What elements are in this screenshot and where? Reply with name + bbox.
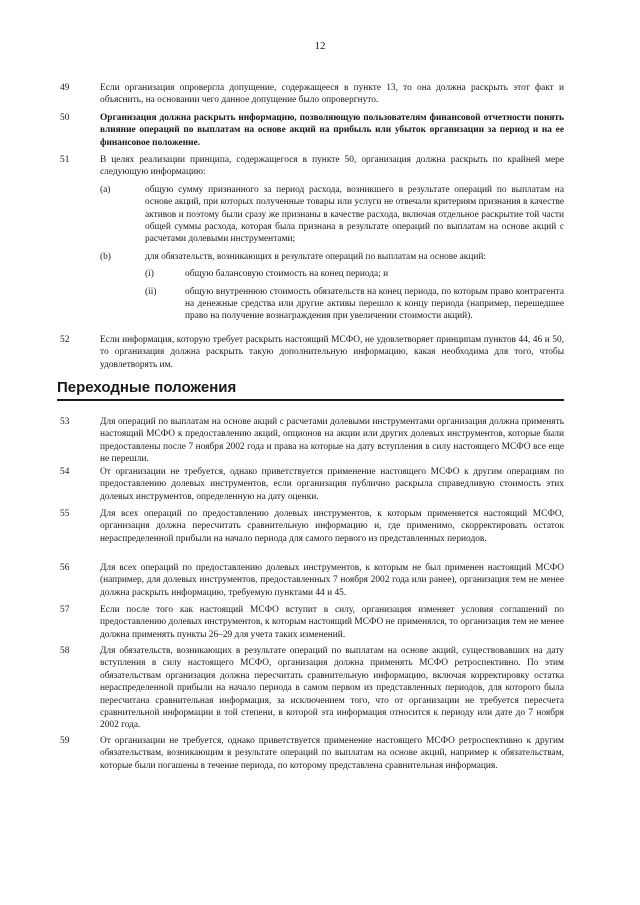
list-item-a (100, 184, 564, 246)
paragraph-58 (60, 645, 564, 732)
paragraph-number: 55 (60, 509, 70, 519)
list-item-label: (i) (145, 269, 154, 280)
paragraph-text: В целях реализации принципа, содержащегося в пункте 50, организация должна раскрыть по крайней мере следующую информацию: (100, 155, 564, 178)
paragraph-text: Для операций по выплатам на основе акций с расчетами долевыми инструментами организация должна применять настоящий МСФО к предоставлению акций, опционов на акции или других долевых инструментов, которые были предоставлены после 7 ноября 2002 года и права на которые на дату вступления в силу настоящего МСФО все еще не перешли. (100, 417, 564, 465)
paragraph-text: От организации не требуется, однако приветствуется применение настоящего МСФО ретроспективно к другим обязательствам, возникающим в результате операций по выплатам на основе акций, например к обязательствам, которые были погашены в течение периода, по которому представлена сравнительная информация. (100, 736, 564, 771)
paragraph-51 (60, 154, 564, 323)
list-item-text: общую балансовую стоимость на конец периода; и (185, 269, 389, 280)
list-item-text: общую сумму признанного за период расхода, возникшего в результате операций по выплатам на основе акций, при которых полученные товары или услуги не отвечали критериям признания в качестве активов и поэтому были сразу же признаны в качестве расхода, включая отдельное раскрытие той части общей суммы расхода, которая была признана в результате операций по выплатам на основе акций с расчетами долевыми инструментами; (145, 184, 564, 245)
paragraph-52 (60, 334, 564, 371)
paragraph-text: Если информация, которую требует раскрыть настоящий МСФО, не удовлетворяет принципам пунктов 44, 46 и 50, то организация должна раскрыть такую дополнительную информацию, какая необходима для того, чтобы удовлетворять им. (100, 335, 564, 370)
list-item-label: (a) (100, 184, 111, 195)
paragraph-49 (60, 82, 564, 107)
section-heading: Переходные положения (57, 378, 564, 401)
paragraph-number: 58 (60, 646, 70, 656)
paragraph-number: 49 (60, 83, 70, 93)
list-item-label: (b) (100, 251, 111, 262)
paragraph-number: 56 (60, 563, 70, 573)
paragraph-number: 51 (60, 155, 70, 165)
list-item-b (100, 251, 564, 263)
paragraph-number: 59 (60, 736, 70, 746)
paragraph-text: Для всех операций по предоставлению долевых инструментов, к которым применяется настоящий МСФО, организация должна пересчитать сравнительную информацию и, где применимо, скорректировать остаток нераспределенной прибыли на начало периода для самого первого из представленных периодов. (100, 509, 564, 544)
paragraph-number: 52 (60, 335, 70, 345)
list-item-label: (ii) (145, 286, 157, 297)
list-item-i (145, 268, 564, 280)
paragraph-number: 53 (60, 417, 70, 427)
paragraph-text: Если организация опровергла допущение, содержащееся в пункте 13, то она должна раскрыть этот факт и объяснить, на основании чего данное допущение было опровергнуто. (100, 83, 564, 106)
paragraph-text: Организация должна раскрыть информацию, позволяющую пользователям финансовой отчетности понять влияние операций по выплатам на основе акций на прибыль или убыток организации за период и на ее финансовое положение. (100, 113, 564, 148)
paragraph-text: Для всех операций по предоставлению долевых инструментов, к которым не был применен настоящий МСФО (например, для долевых инструментов, предоставленных 7 ноября 2002 года или ранее), организация тем не менее должна раскрыть информацию, требуемую пунктами 44 и 45. (100, 563, 564, 598)
paragraph-50 (60, 112, 564, 149)
list-item-text: общую внутреннюю стоимость обязательств на конец периода, по которым право контрагента на денежные средства или другие активы перешло к концу периода (например, перешедшее право на получение вознаграждения при увеличении стоимости акций). (185, 286, 564, 322)
list-item-ii (145, 286, 564, 323)
paragraph-text: От организации не требуется, однако приветствуется применение настоящего МСФО к другим операциям по предоставлению долевых инструментов, если организация публично раскрыла справедливую стоимость этих долевых инструментов, определенную на дату оценки. (100, 467, 564, 502)
paragraph-text: Если после того как настоящий МСФО вступит в силу, организация изменяет условия соглашений по предоставлению долевых инструментов, к которым настоящий МСФО не применялся, то организация тем не менее должна применять пункты 26–29 для учета таких изменений. (100, 605, 564, 640)
paragraph-59 (60, 735, 564, 772)
paragraph-56 (60, 562, 564, 599)
paragraph-54 (60, 466, 564, 503)
paragraph-number: 50 (60, 113, 70, 123)
paragraph-55 (60, 508, 564, 545)
list-item-text: для обязательств, возникающих в результате операций по выплатам на основе акций: (145, 251, 487, 262)
paragraph-number: 54 (60, 467, 70, 477)
paragraph-53 (60, 416, 564, 466)
paragraph-text: Для обязательств, возникающих в результате операций по выплатам на основе акций, существовавших на дату вступления в силу настоящего МСФО, организация должна применять МСФО ретроспективно. По этим обязательствам организация должна пересчитать сравнительную информацию, включая корректировку остатка нераспределенной прибыли на начало периода в самом первом из представленных периодов, для которого была пересчитана сравнительная информация, за исключением того, что от организации не требуется пересчета сравнительной информации в той степени, в которой эта информация относится к периоду или дате до 7 ноября 2002 года. (100, 646, 564, 731)
paragraph-57 (60, 604, 564, 641)
paragraph-number: 57 (60, 605, 70, 615)
page-number: 12 (314, 40, 326, 52)
